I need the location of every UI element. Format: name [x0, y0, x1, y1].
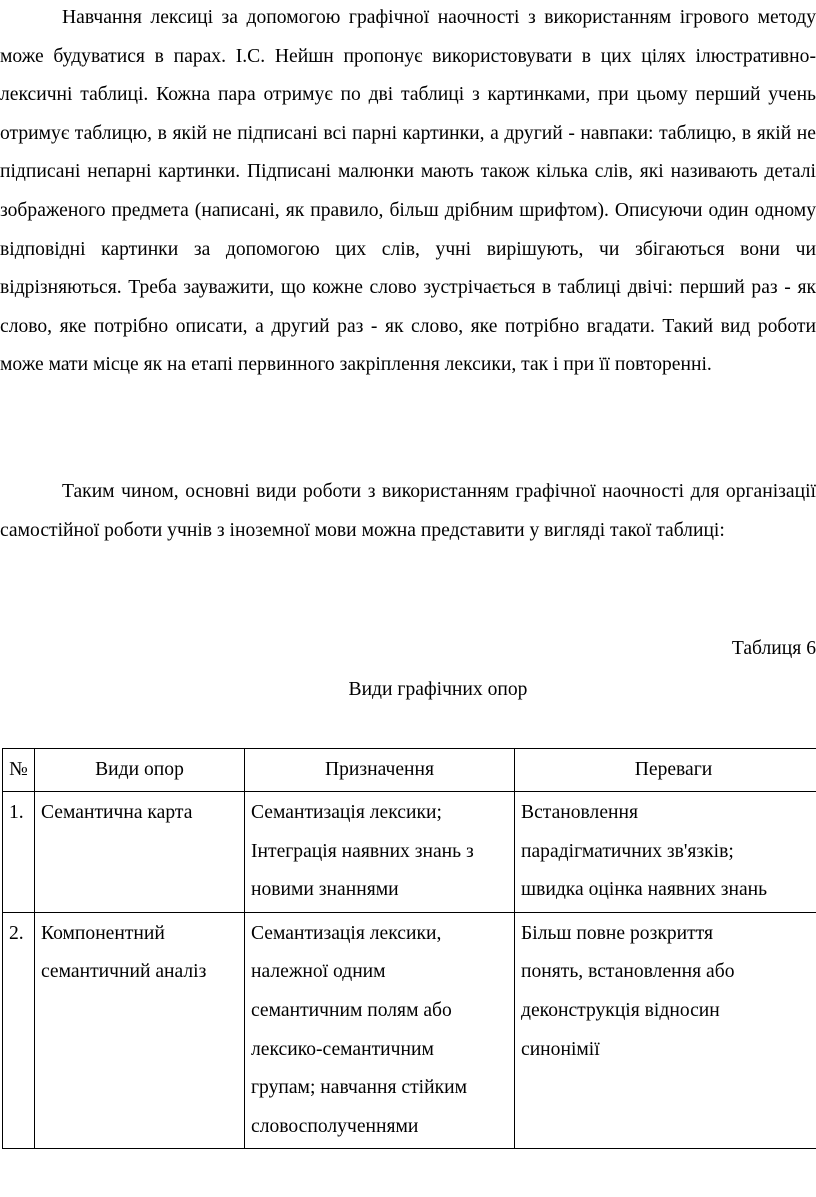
row-number-cell: 1.: [3, 792, 35, 913]
table-title: Види графічних опор: [348, 679, 528, 700]
table-row: [3, 912, 816, 1149]
cell-line: Інтеграція наявних знань з: [251, 840, 474, 862]
cell-line: групам; навчання стійким: [251, 1077, 468, 1099]
row-number-cell: 2.: [3, 912, 35, 1149]
cell-line: належної одним: [251, 961, 386, 983]
cell-line: швидка оцінка наявних знань: [521, 879, 768, 901]
purpose-cell: [245, 912, 515, 1149]
cell-line: семантичний аналіз: [41, 961, 207, 983]
cell-line: синонімії: [521, 1038, 600, 1060]
cell-line: Семантизація лексики;: [251, 802, 442, 823]
table-number: Таблиця 6: [731, 638, 816, 659]
cell-line: семантичним полям або: [251, 999, 452, 1021]
purpose-cell: [245, 792, 515, 913]
body-paragraph-1: Навчання лексиці за допомогою графічної наочності з використанням ігрового методу може будуватися в парах. І.С. Нейшн пропонує використовувати в цих цілях ілюстративно-лексичні таблиці. Кожна пара отримує по дві таблиці з картинками, при цьому перший учень отримує таблицю, в якій не підписані всі парні картинки, а другий - навпаки: таблицю, в якій не підписані непарні картинки. Підписані малюнки мають також кілька слів, які називають деталі зображеного предмета (написані, як правило, більш дрібним шрифтом). Описуючи один одному відповідні картинки за допомогою цих слів, учні вирішують, чи збігаються вони чи відрізняються. Треба зауважити, що кожне слово зустрічається в таблиці двічі: перший раз - як слово, яке потрібно описати, а другий раз - як слово, яке потрібно вгадати. Такий вид роботи може мати місце як на етапі первинного закріплення лексики, так і при її повторенні.: [0, 7, 816, 376]
cell-line: деконструкція відносин: [521, 999, 720, 1021]
cell-line: новими знаннями: [251, 879, 399, 901]
support-type-cell: [35, 792, 245, 913]
advantages-cell: [515, 792, 816, 913]
advantages-cell: [515, 912, 816, 1149]
cell-line: лексико-семантичним: [251, 1038, 434, 1060]
table-header-row: [3, 749, 816, 792]
table-row: [3, 792, 816, 913]
cell-line: парадігматичних зв'язків;: [521, 840, 734, 862]
header-support-type: Види опор: [35, 749, 245, 792]
header-purpose: Призначення: [245, 749, 515, 792]
cell-line: понять, встановлення або: [521, 961, 735, 983]
header-number: №: [3, 749, 35, 792]
support-type-cell: [35, 912, 245, 1149]
header-advantages: Переваги: [515, 749, 816, 792]
cell-line: Більш повне розкриття: [521, 922, 714, 944]
cell-line: Встановлення: [521, 802, 638, 823]
cell-line: словосполученнями: [251, 1115, 419, 1137]
body-paragraph-2: Таким чином, основні види роботи з використанням графічної наочності для організації самостійної роботи учнів з іноземної мови можна представити у вигляді такої таблиці:: [0, 481, 816, 541]
cell-line: Семантизація лексики,: [251, 922, 442, 944]
cell-line: Семантична карта: [41, 802, 193, 823]
cell-line: Компонентний: [41, 922, 165, 944]
graphic-supports-table: [2, 748, 816, 1149]
